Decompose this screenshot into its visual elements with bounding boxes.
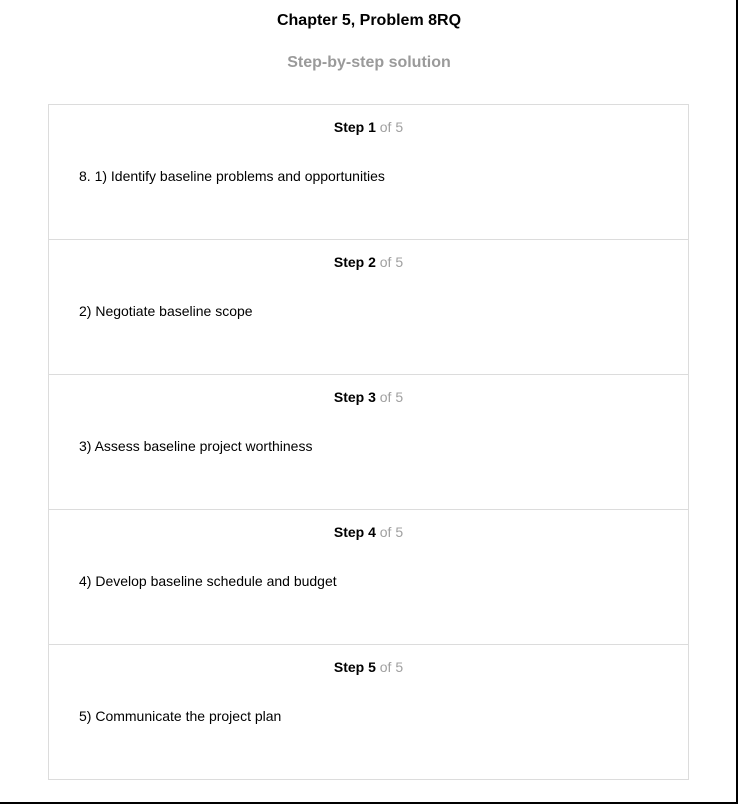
page-subtitle: Step-by-step solution — [287, 54, 451, 71]
step-text: 4) Develop baseline schedule and budget — [79, 573, 337, 589]
step-count: of 5 — [379, 389, 404, 405]
step-card-1 — [49, 105, 688, 240]
step-count: of 5 — [379, 119, 404, 135]
step-text: 8. 1) Identify baseline problems and opportunities — [79, 168, 385, 184]
step-card-5 — [49, 645, 688, 779]
step-label: Step 5 — [333, 659, 376, 675]
step-header — [49, 524, 688, 540]
step-text: 5) Communicate the project plan — [79, 708, 282, 724]
steps-list — [48, 104, 689, 780]
page-title: Chapter 5, Problem 8RQ — [276, 12, 462, 29]
step-label: Step 2 — [333, 254, 376, 270]
step-card-3 — [49, 375, 688, 510]
step-label: Step 4 — [333, 524, 376, 540]
step-card-4 — [49, 510, 688, 645]
step-label: Step 1 — [333, 119, 376, 135]
step-text: 3) Assess baseline project worthiness — [79, 438, 313, 454]
step-label: Step 3 — [333, 389, 376, 405]
step-count: of 5 — [379, 254, 404, 270]
step-count: of 5 — [379, 524, 404, 540]
step-header — [49, 119, 688, 135]
step-header — [49, 254, 688, 270]
step-card-2 — [49, 240, 688, 375]
step-text: 2) Negotiate baseline scope — [79, 303, 253, 319]
step-header — [49, 659, 688, 675]
step-count: of 5 — [379, 659, 404, 675]
step-header — [49, 389, 688, 405]
